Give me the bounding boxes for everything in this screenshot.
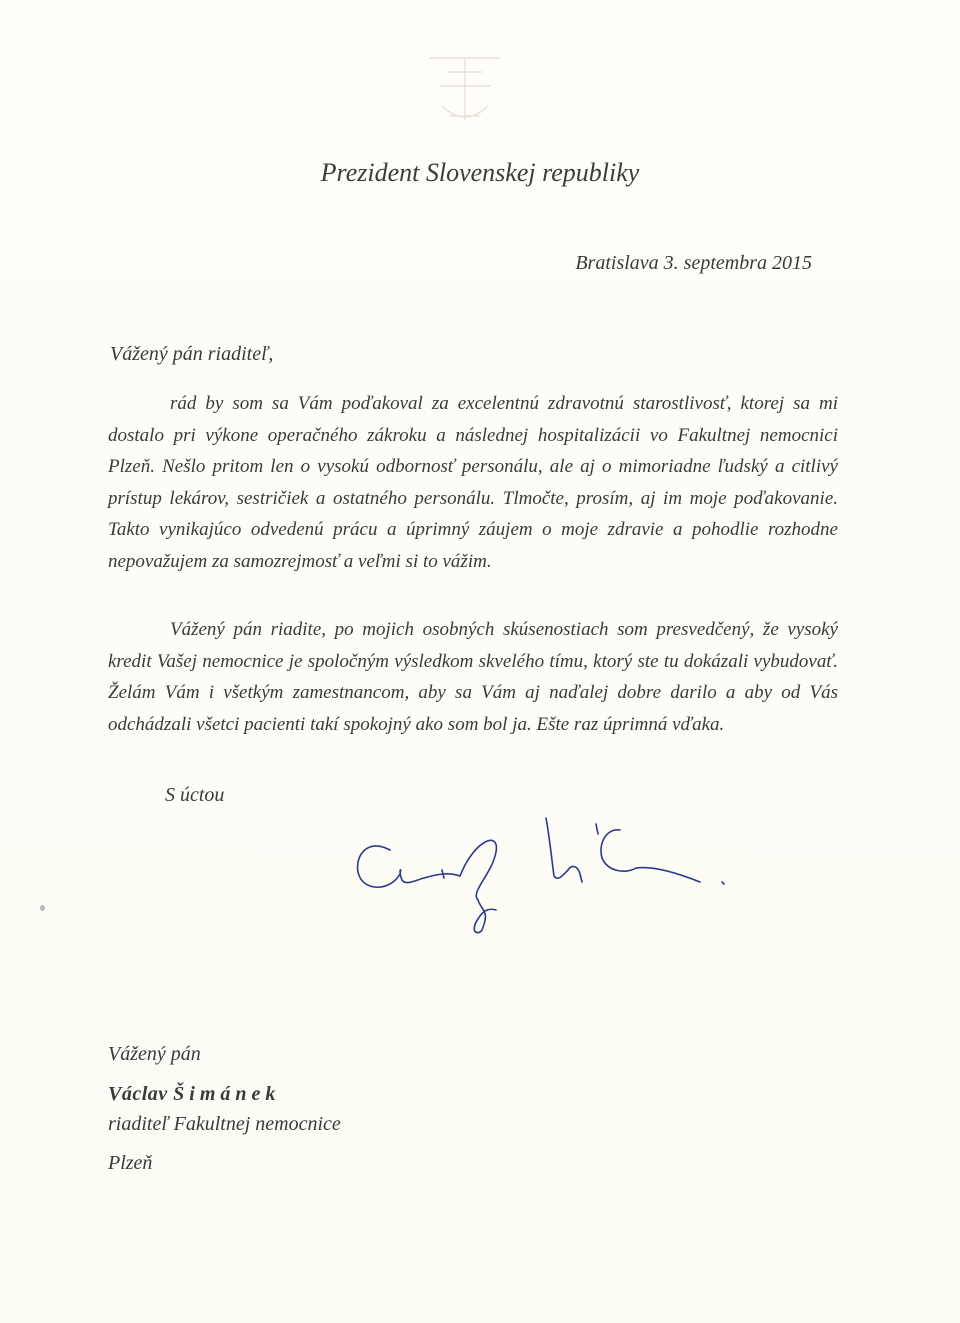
addressee-city: Plzeň: [108, 1152, 153, 1174]
addressee-name: [108, 1083, 280, 1106]
addressee-salutation: Vážený pán: [108, 1043, 201, 1065]
salutation: Vážený pán riaditeľ,: [110, 343, 274, 365]
body-paragraph-2: [108, 614, 838, 740]
body-paragraph-1: [108, 388, 838, 577]
letterhead-title: Prezident Slovenskej republiky: [320, 158, 640, 187]
letter-date: Bratislava 3. septembra 2015: [575, 252, 812, 274]
body-paragraph-2-text: Vážený pán riadite, po mojich osobných skúsenostiach som presvedčený, že vysoký kredit Vašej nemocnice je spoločným výsledkom skvelého tímu, ktorý ste tu dokázali vybudovať. Želám Vám i všetkým zamestnancom, aby sa Vám aj naďalej dobre darilo a aby od Vás odchádzali všetci pacienti takí spokojný ako som bol ja. Ešte raz úprimná vďaka.: [108, 619, 838, 735]
addressee-last-name: Šimánek: [173, 1083, 281, 1105]
closing: S úctou: [165, 784, 225, 806]
addressee-first-name: Václav: [108, 1083, 168, 1105]
paper-speck: [40, 905, 45, 911]
addressee-title: riaditeľ Fakultnej nemocnice: [108, 1113, 341, 1135]
handwritten-signature: [350, 800, 740, 940]
body-paragraph-1-text: rád by som sa Vám poďakoval za excelentnú zdravotnú starostlivosť, ktorej sa mi dostalo pri výkone operačného zákroku a následnej hospitalizácii vo Fakultnej nemocnici Plzeň. Nešlo pritom len o vysokú odbornosť personálu, ale aj o mimoriadne ľudský a citlivý prístup lekárov, sestričiek a ostatného personálu. Tlmočte, prosím, aj im moje poďakovanie. Takto vynikajúco odvedenú prácu a úprimný záujem o moje zdravie a pohodlie rozhodne nepovažujem za samozrejmosť a veľmi si to vážim.: [108, 393, 838, 572]
embossed-emblem-icon: [420, 50, 510, 130]
